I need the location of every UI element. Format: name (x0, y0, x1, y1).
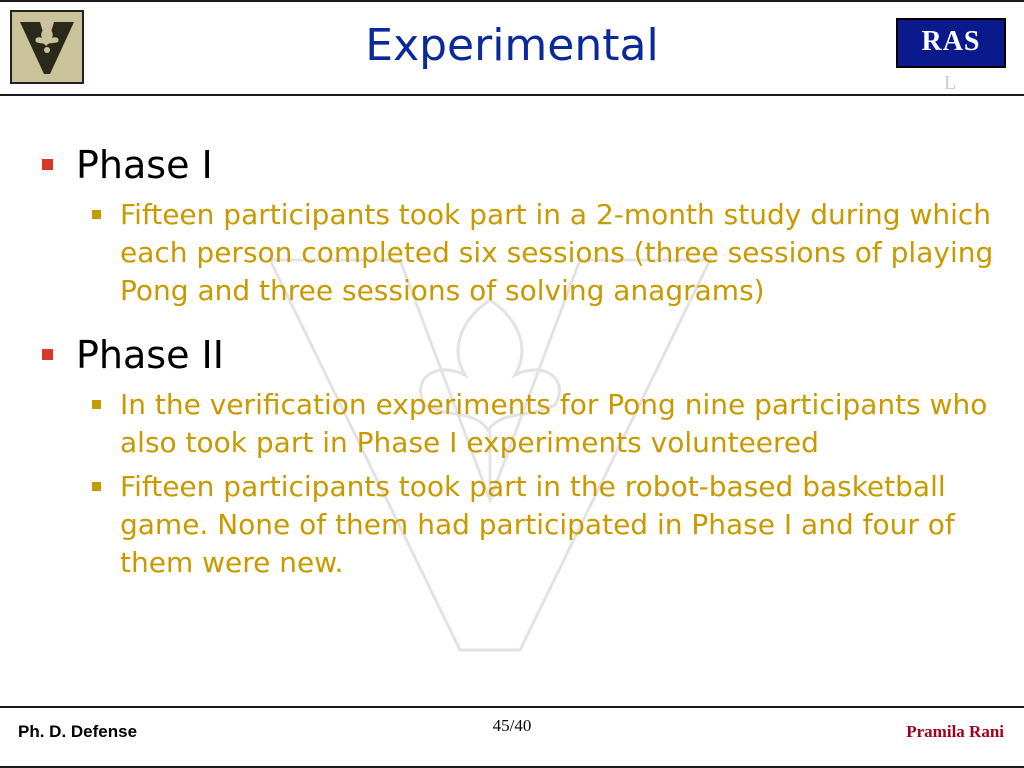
bullet-phase-1 (40, 140, 1000, 190)
bullet-phase-2 (40, 330, 1000, 380)
badge-label: RAS (921, 26, 981, 57)
ras-badge (896, 18, 1006, 68)
sub-bullet (40, 196, 1000, 310)
page-title: Experimental (365, 20, 659, 71)
footer-event: Ph. D. Defense (18, 722, 138, 741)
bullet-label: Phase II (76, 333, 224, 377)
bullet-label: Phase I (76, 143, 213, 187)
slide-footer (0, 706, 1024, 768)
sub-bullet-text: Fifteen participants took part in a 2-month study during which each person completed six sessions (three sessions of playing Pong and three sessions of solving anagrams) (120, 198, 994, 307)
sub-bullet-text: In the verification experiments for Pong nine participants who also took part in Phase I experiments volunteered (120, 388, 988, 459)
page-number: 45/40 (492, 716, 532, 735)
square-bullet-icon (42, 159, 53, 170)
square-bullet-icon (92, 210, 101, 219)
sub-bullet (40, 468, 1000, 582)
square-bullet-icon (92, 400, 101, 409)
footer-author: Pramila Rani (906, 722, 1004, 741)
square-bullet-icon (92, 482, 101, 491)
slide-content (40, 140, 1000, 582)
header-top-rule (0, 0, 1024, 2)
sub-bullet-text: Fifteen participants took part in the robot-based basketball game. None of them had participated in Phase I and four of them were new. (120, 470, 955, 579)
square-bullet-icon (42, 349, 53, 360)
sub-bullet (40, 386, 1000, 462)
slide-header (0, 0, 1024, 96)
badge-overflow-text: L (944, 76, 957, 90)
